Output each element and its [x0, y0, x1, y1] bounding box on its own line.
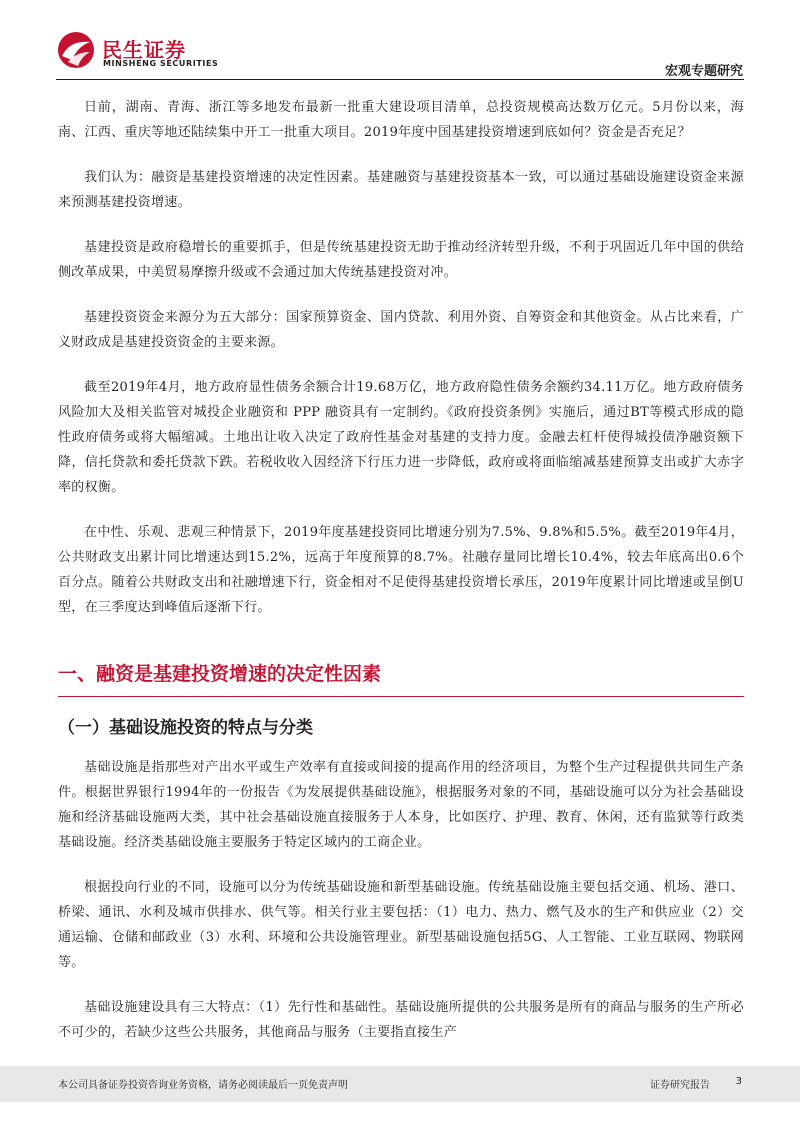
footer-report-label: 证券研究报告 — [650, 1080, 710, 1091]
minsheng-logo — [56, 30, 316, 74]
intro-paragraph-5: 截至2019年4月，地方政府显性债务余额合计19.68万亿，地方政府隐性债务余额约34.11万亿。地方政府债务风险加大及相关监管对城投企业融资和 PPP 融资具有一定制约。《政府投资条例》实施后，通过BT等模式形成的隐性政府债务或将大幅缩减。土地出让收入决定了政府性基金对基建的支持力度。金融去杠杆使得城投债净融资额下降，信托贷款和委托贷款下跌。若税收收入因经济下行压力进一步降低，政府或将面临缩减基建预算支出或扩大赤字率的权衡。 — [58, 380, 744, 495]
report-body — [58, 95, 744, 1065]
page-header — [0, 0, 800, 84]
intro-paragraph-6: 在中性、乐观、悲观三种情景下，2019年度基建投资同比增速分别为7.5%、9.8%和5.5%。截至2019年4月，公共财政支出累计同比增速达到15.2%，远高于年度预算的8.7%。社融存量同比增长10.4%，较去年底高出0.6个百分点。随着公共财政支出和社融增速下行，资金相对不足使得基建投资增长承压，2019年度累计同比增速或呈倒U型，在三季度达到峰值后逐渐下行。 — [58, 525, 744, 615]
minsheng-logo-icon — [56, 30, 96, 70]
logo-chinese-name: 民生证券 — [102, 38, 186, 62]
logo-english-name: MINSHENG SECURITIES — [103, 59, 219, 68]
intro-paragraph-1: 日前，湖南、青海、浙江等多地发布最新一批重大建设项目清单，总投资规模高达数万亿元。5月份以来，海南、江西、重庆等地还陆续集中开工一批重大项目。2019年度中国基建投资增速到底如何？资金是否充足？ — [58, 100, 744, 140]
page-number: 3 — [735, 1076, 742, 1087]
section-paragraph-3: 基础设施建设具有三大特点：（1）先行性和基础性。基础设施所提供的公共服务是所有的商品与服务的生产所必不可少的，若缺少这些公共服务，其他商品与服务（主要指直接生产 — [58, 1000, 744, 1040]
section-paragraph-2: 根据投向行业的不同，设施可以分为传统基础设施和新型基础设施。传统基础设施主要包括交通、机场、港口、桥梁、通讯、水利及城市供排水、供气等。相关行业主要包括：（1）电力、热力、燃气及水的生产和供应业（2）交通运输、仓储和邮政业（3）水利、环境和公共设施管理业。新型基础设施包括5G、人工智能、工业互联网、物联网等。 — [58, 880, 744, 970]
section-heading: 一、融资是基建投资增速的决定性因素 — [58, 663, 382, 685]
intro-paragraph-2: 我们认为：融资是基建投资增速的决定性因素。基建融资与基建投资基本一致，可以通过基础设施建设资金来源来预测基建投资增速。 — [58, 170, 744, 210]
intro-paragraph-3: 基建投资是政府稳增长的重要抓手，但是传统基建投资无助于推动经济转型升级，不利于巩固近几年中国的供给侧改革成果，中美贸易摩擦升级或不会通过加大传统基建投资对冲。 — [58, 240, 744, 280]
header-divider — [56, 79, 744, 80]
section-paragraph-1: 基础设施是指那些对产出水平或生产效率有直接或间接的提高作用的经济项目，为整个生产过程提供共同生产条件。根据世界银行1994年的一份报告《为发展提供基础设施》，根据服务对象的不同，基础设施可以分为社会基础设施和经济基础设施两大类，其中社会基础设施直接服务于人本身，比如医疗、护理、教育、休闲，还有监狱等行政类基础设施。经济类基础设施主要服务于特定区域内的工商企业。 — [58, 760, 744, 850]
section-heading-rule — [58, 696, 744, 697]
intro-paragraph-4: 基建投资资金来源分为五大部分：国家预算资金、国内贷款、利用外资、自筹资金和其他资金。从占比来看，广义财政成是基建投资资金的主要来源。 — [58, 310, 744, 350]
footer-disclaimer: 本公司具备证券投资咨询业务资格，请务必阅读最后一页免责声明 — [58, 1080, 348, 1091]
page-footer — [0, 1066, 800, 1102]
subsection-heading: （一）基础设施投资的特点与分类 — [58, 718, 313, 738]
report-type-label: 宏观专题研究 — [664, 64, 743, 79]
